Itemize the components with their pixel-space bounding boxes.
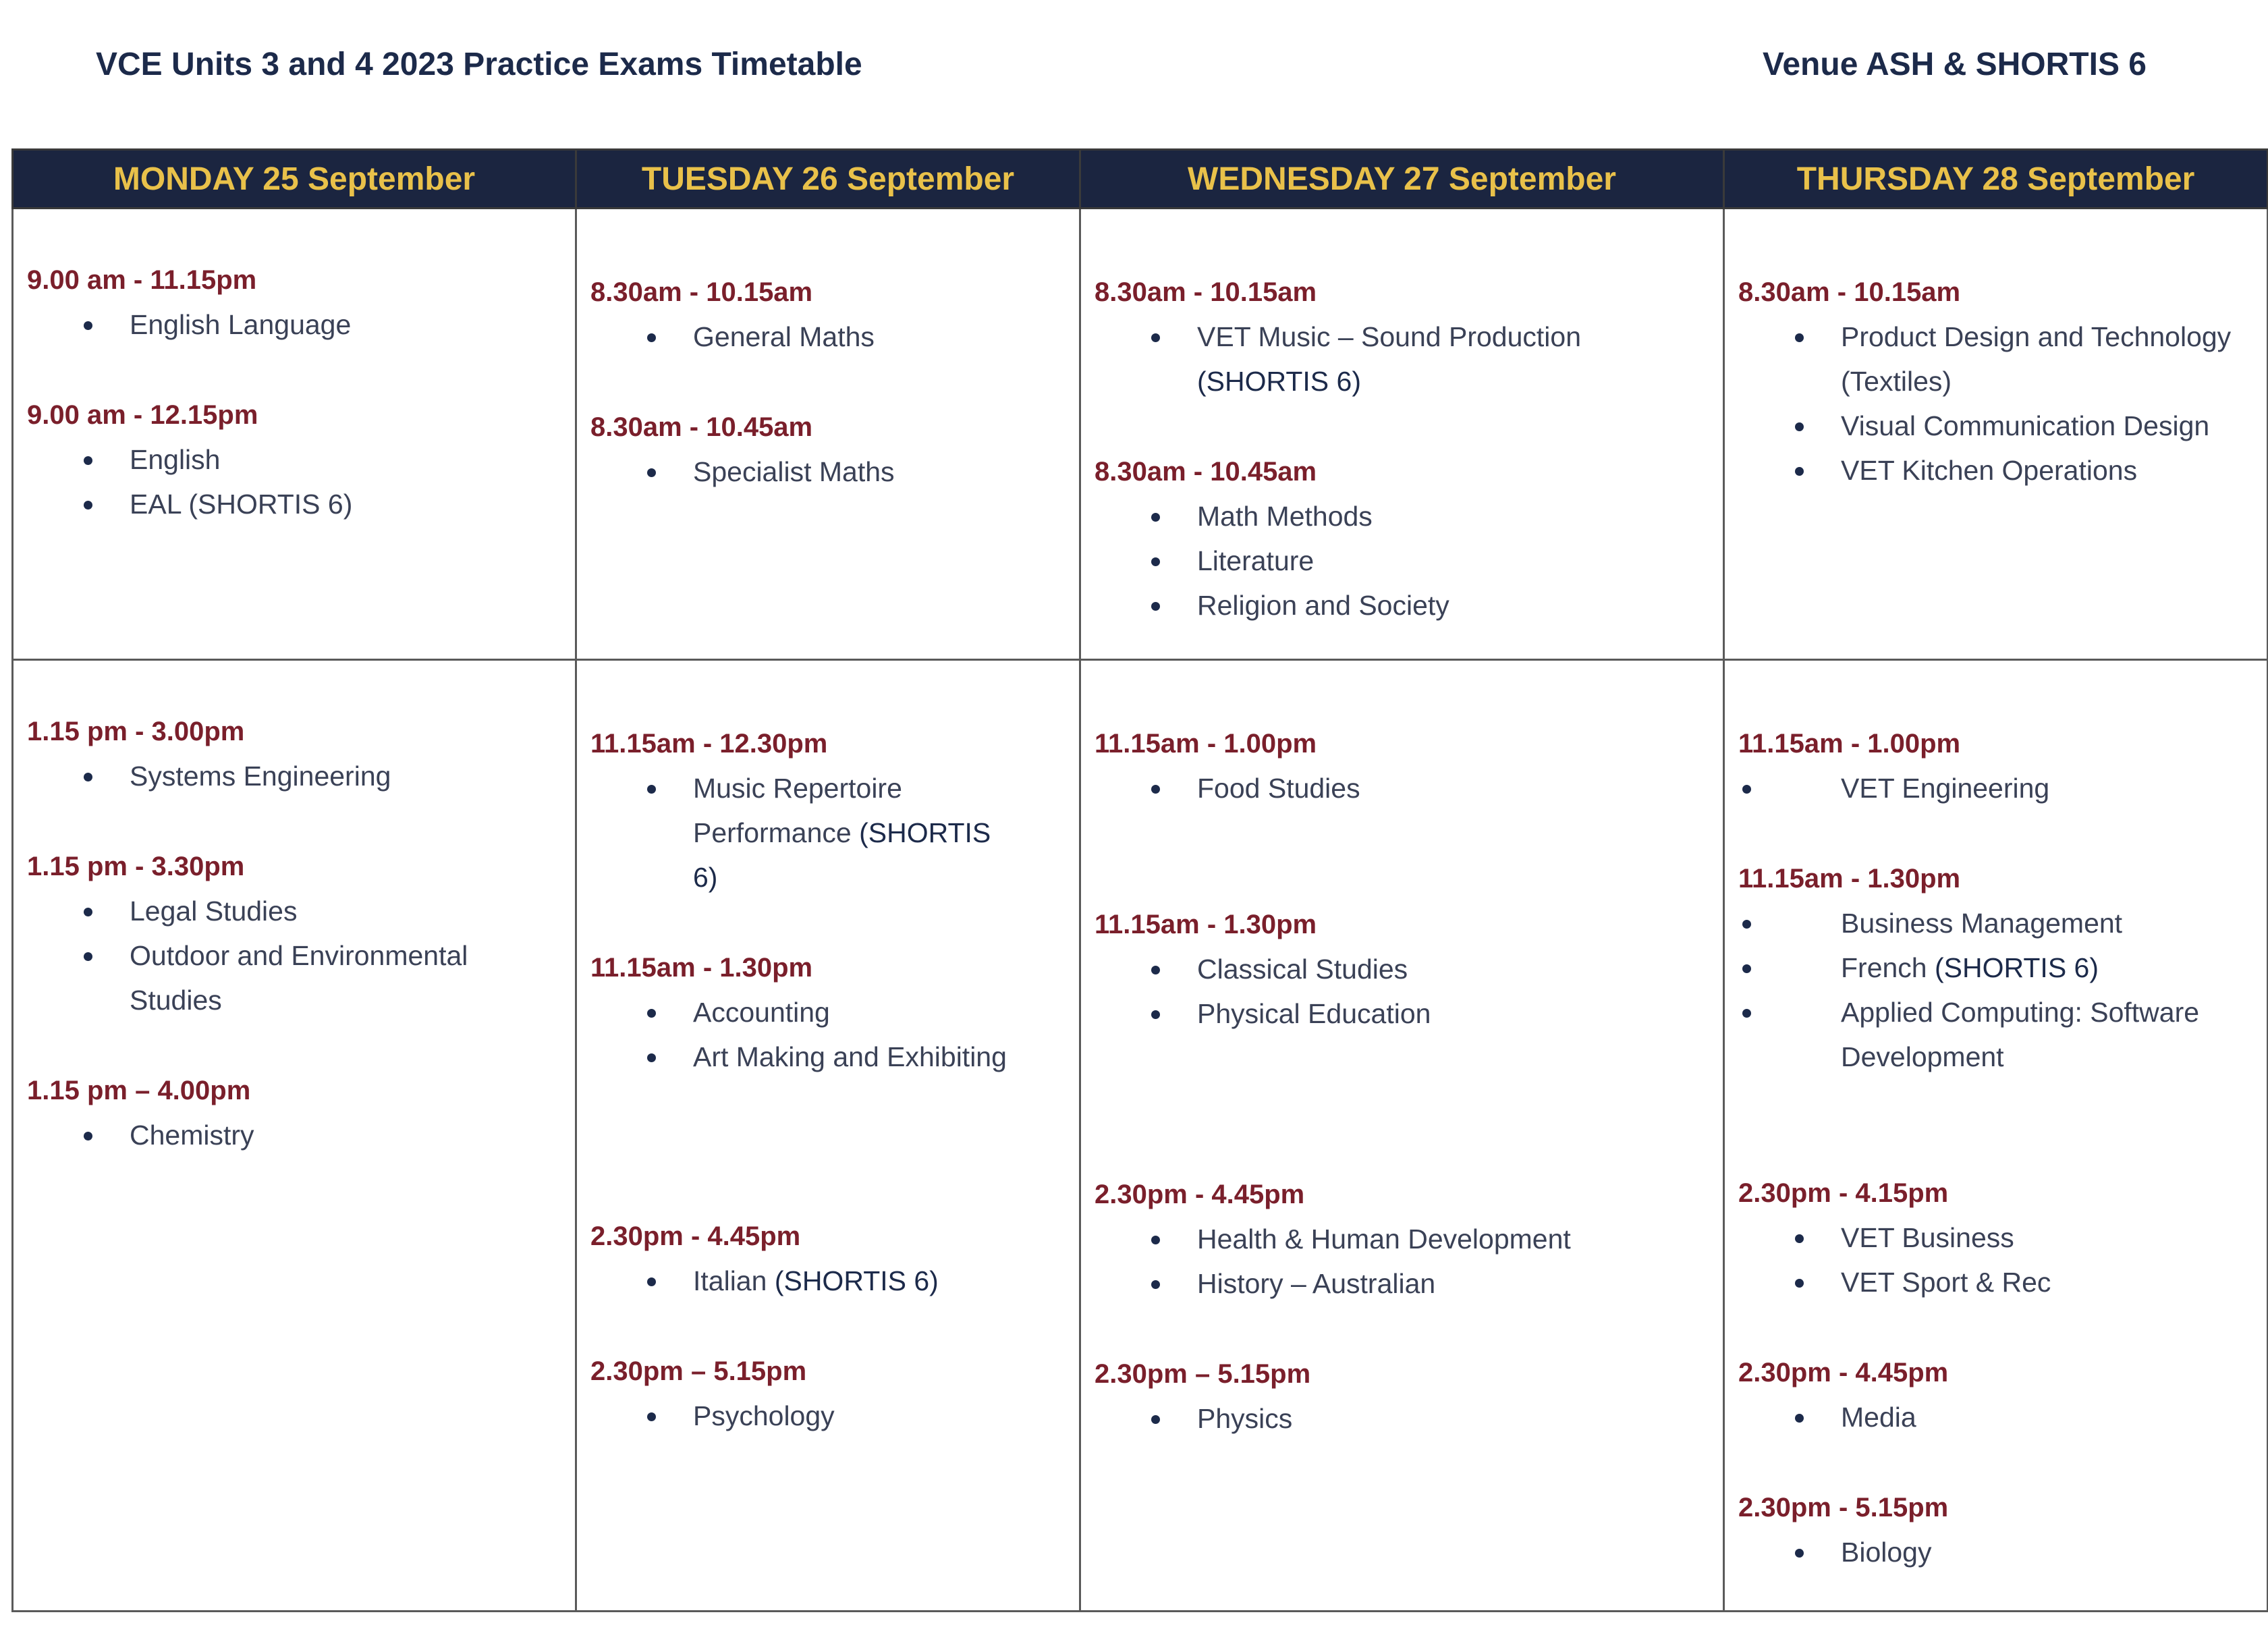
morning-session-row xyxy=(13,209,2268,660)
subject-item: Literature xyxy=(1095,539,1709,583)
subject-item: VET Sport & Rec xyxy=(1738,1260,2253,1304)
exam-slot xyxy=(590,1214,1066,1303)
exam-slot xyxy=(590,945,1066,1079)
slot-time: 8.30am - 10.45am xyxy=(1095,457,1317,487)
subject-item: EAL (SHORTIS 6) xyxy=(27,482,561,526)
slot-time: 1.15 pm - 3.00pm xyxy=(27,717,245,746)
cell-tuesday-pm xyxy=(576,660,1080,1612)
page-header xyxy=(0,0,2268,135)
venue-tag: (SHORTIS 6) xyxy=(1197,366,1361,397)
day-header-wednesday: WEDNESDAY 27 September xyxy=(1080,150,1724,209)
slot-time: 2.30pm - 4.45pm xyxy=(1095,1180,1305,1209)
exam-slot xyxy=(590,721,1066,900)
slot-time: 8.30am - 10.15am xyxy=(590,277,813,307)
exam-slot xyxy=(27,709,561,798)
slot-time: 11.15am - 1.00pm xyxy=(1738,729,1961,759)
slot-time: 2.30pm – 5.15pm xyxy=(1095,1359,1311,1389)
slot-time: 11.15am - 12.30pm xyxy=(590,729,828,759)
subject-item: Applied Computing: Software Development xyxy=(1738,990,2253,1079)
venue-tag: (SHORTIS 6) xyxy=(1935,952,2099,983)
cell-thursday-pm xyxy=(1724,660,2268,1612)
slot-time: 8.30am - 10.45am xyxy=(590,412,813,442)
cell-tuesday-am xyxy=(576,209,1080,660)
cell-wednesday-am xyxy=(1080,209,1724,660)
exam-slot xyxy=(1738,1171,2253,1304)
exam-slot xyxy=(590,270,1066,359)
day-header-thursday: THURSDAY 28 September xyxy=(1724,150,2268,209)
slot-time: 2.30pm - 4.15pm xyxy=(1738,1178,1949,1208)
subject-item: Food Studies xyxy=(1095,766,1709,810)
timetable xyxy=(11,148,2268,1612)
subject-item: Business Management xyxy=(1738,901,2253,945)
subject-name: VET Music – Sound Production xyxy=(1197,321,1581,352)
slot-time: 9.00 am - 11.15pm xyxy=(27,265,257,295)
slot-time: 11.15am - 1.30pm xyxy=(1738,864,1961,893)
subject-item: Art Making and Exhibiting xyxy=(590,1035,1066,1079)
exam-slot xyxy=(1738,856,2253,1079)
venue-label: Venue ASH & SHORTIS 6 xyxy=(1762,47,2147,82)
subject-name: Music Repertoire Performance xyxy=(693,773,902,848)
exam-slot xyxy=(27,844,561,1022)
subject-item xyxy=(590,766,1017,900)
slot-time: 11.15am - 1.30pm xyxy=(1095,910,1317,939)
exam-slot xyxy=(1095,902,1709,1036)
subject-item xyxy=(1738,945,2253,990)
subject-item: Physical Education xyxy=(1095,991,1709,1036)
subject-name: French xyxy=(1841,952,1927,983)
subject-item: Biology xyxy=(1738,1530,2253,1574)
day-header-monday: MONDAY 25 September xyxy=(13,150,576,209)
subject-name: Italian xyxy=(693,1265,767,1296)
slot-time: 2.30pm - 4.45pm xyxy=(590,1221,801,1251)
slot-time: 2.30pm - 5.15pm xyxy=(1738,1493,1949,1522)
subject-item: General Maths xyxy=(590,314,1066,359)
subject-item: History – Australian xyxy=(1095,1261,1709,1306)
exam-slot xyxy=(1738,721,2253,810)
subject-item: Legal Studies xyxy=(27,889,561,933)
afternoon-session-row xyxy=(13,660,2268,1612)
subject-item: Accounting xyxy=(590,990,1066,1035)
exam-slot xyxy=(1738,270,2253,493)
subject-item: Health & Human Development xyxy=(1095,1217,1709,1261)
subject-item: Outdoor and Environmental Studies xyxy=(27,933,494,1022)
slot-time: 1.15 pm – 4.00pm xyxy=(27,1076,251,1105)
subject-item: English xyxy=(27,437,561,482)
subject-item xyxy=(1095,314,1709,404)
exam-slot xyxy=(1738,1485,2253,1574)
slot-time: 1.15 pm - 3.30pm xyxy=(27,852,245,881)
day-header-tuesday: TUESDAY 26 September xyxy=(576,150,1080,209)
subject-item: VET Business xyxy=(1738,1215,2253,1260)
exam-slot xyxy=(1095,721,1709,810)
exam-slot xyxy=(1095,449,1709,628)
slot-time: 11.15am - 1.30pm xyxy=(590,953,813,983)
venue-tag: (SHORTIS 6) xyxy=(774,1265,939,1296)
cell-monday-pm xyxy=(13,660,576,1612)
subject-item: Math Methods xyxy=(1095,494,1709,539)
page-title: VCE Units 3 and 4 2023 Practice Exams Timetable xyxy=(96,47,862,82)
subject-item xyxy=(590,1259,1066,1303)
slot-time: 8.30am - 10.15am xyxy=(1738,277,1961,307)
subject-item: Product Design and Technology (Textiles) xyxy=(1738,314,2253,404)
subject-item: VET Engineering xyxy=(1738,766,2253,810)
subject-item: Religion and Society xyxy=(1095,583,1709,628)
day-header-row xyxy=(13,150,2268,209)
subject-item: Chemistry xyxy=(27,1113,561,1157)
exam-slot xyxy=(27,258,561,347)
subject-item: Media xyxy=(1738,1395,2253,1439)
subject-item: English Language xyxy=(27,302,561,347)
cell-wednesday-pm xyxy=(1080,660,1724,1612)
exam-slot xyxy=(1095,270,1709,404)
cell-monday-am xyxy=(13,209,576,660)
exam-slot xyxy=(1738,1350,2253,1439)
subject-item: VET Kitchen Operations xyxy=(1738,448,2253,493)
exam-slot xyxy=(27,393,561,526)
subject-item: Classical Studies xyxy=(1095,947,1709,991)
subject-item: Physics xyxy=(1095,1396,1709,1441)
slot-time: 9.00 am - 12.15pm xyxy=(27,400,258,430)
slot-time: 11.15am - 1.00pm xyxy=(1095,729,1317,759)
cell-thursday-am xyxy=(1724,209,2268,660)
venue-tag: (SHORTIS 6) xyxy=(693,817,991,893)
exam-slot xyxy=(590,1349,1066,1438)
subject-item: Systems Engineering xyxy=(27,754,561,798)
slot-time: 2.30pm – 5.15pm xyxy=(590,1356,807,1386)
exam-slot xyxy=(27,1068,561,1157)
exam-slot xyxy=(1095,1352,1709,1441)
exam-slot xyxy=(590,405,1066,494)
slot-time: 2.30pm - 4.45pm xyxy=(1738,1358,1949,1387)
slot-time: 8.30am - 10.15am xyxy=(1095,277,1317,307)
subject-item: Specialist Maths xyxy=(590,449,1066,494)
exam-slot xyxy=(1095,1172,1709,1306)
subject-item: Psychology xyxy=(590,1394,1066,1438)
subject-item: Visual Communication Design xyxy=(1738,404,2253,448)
